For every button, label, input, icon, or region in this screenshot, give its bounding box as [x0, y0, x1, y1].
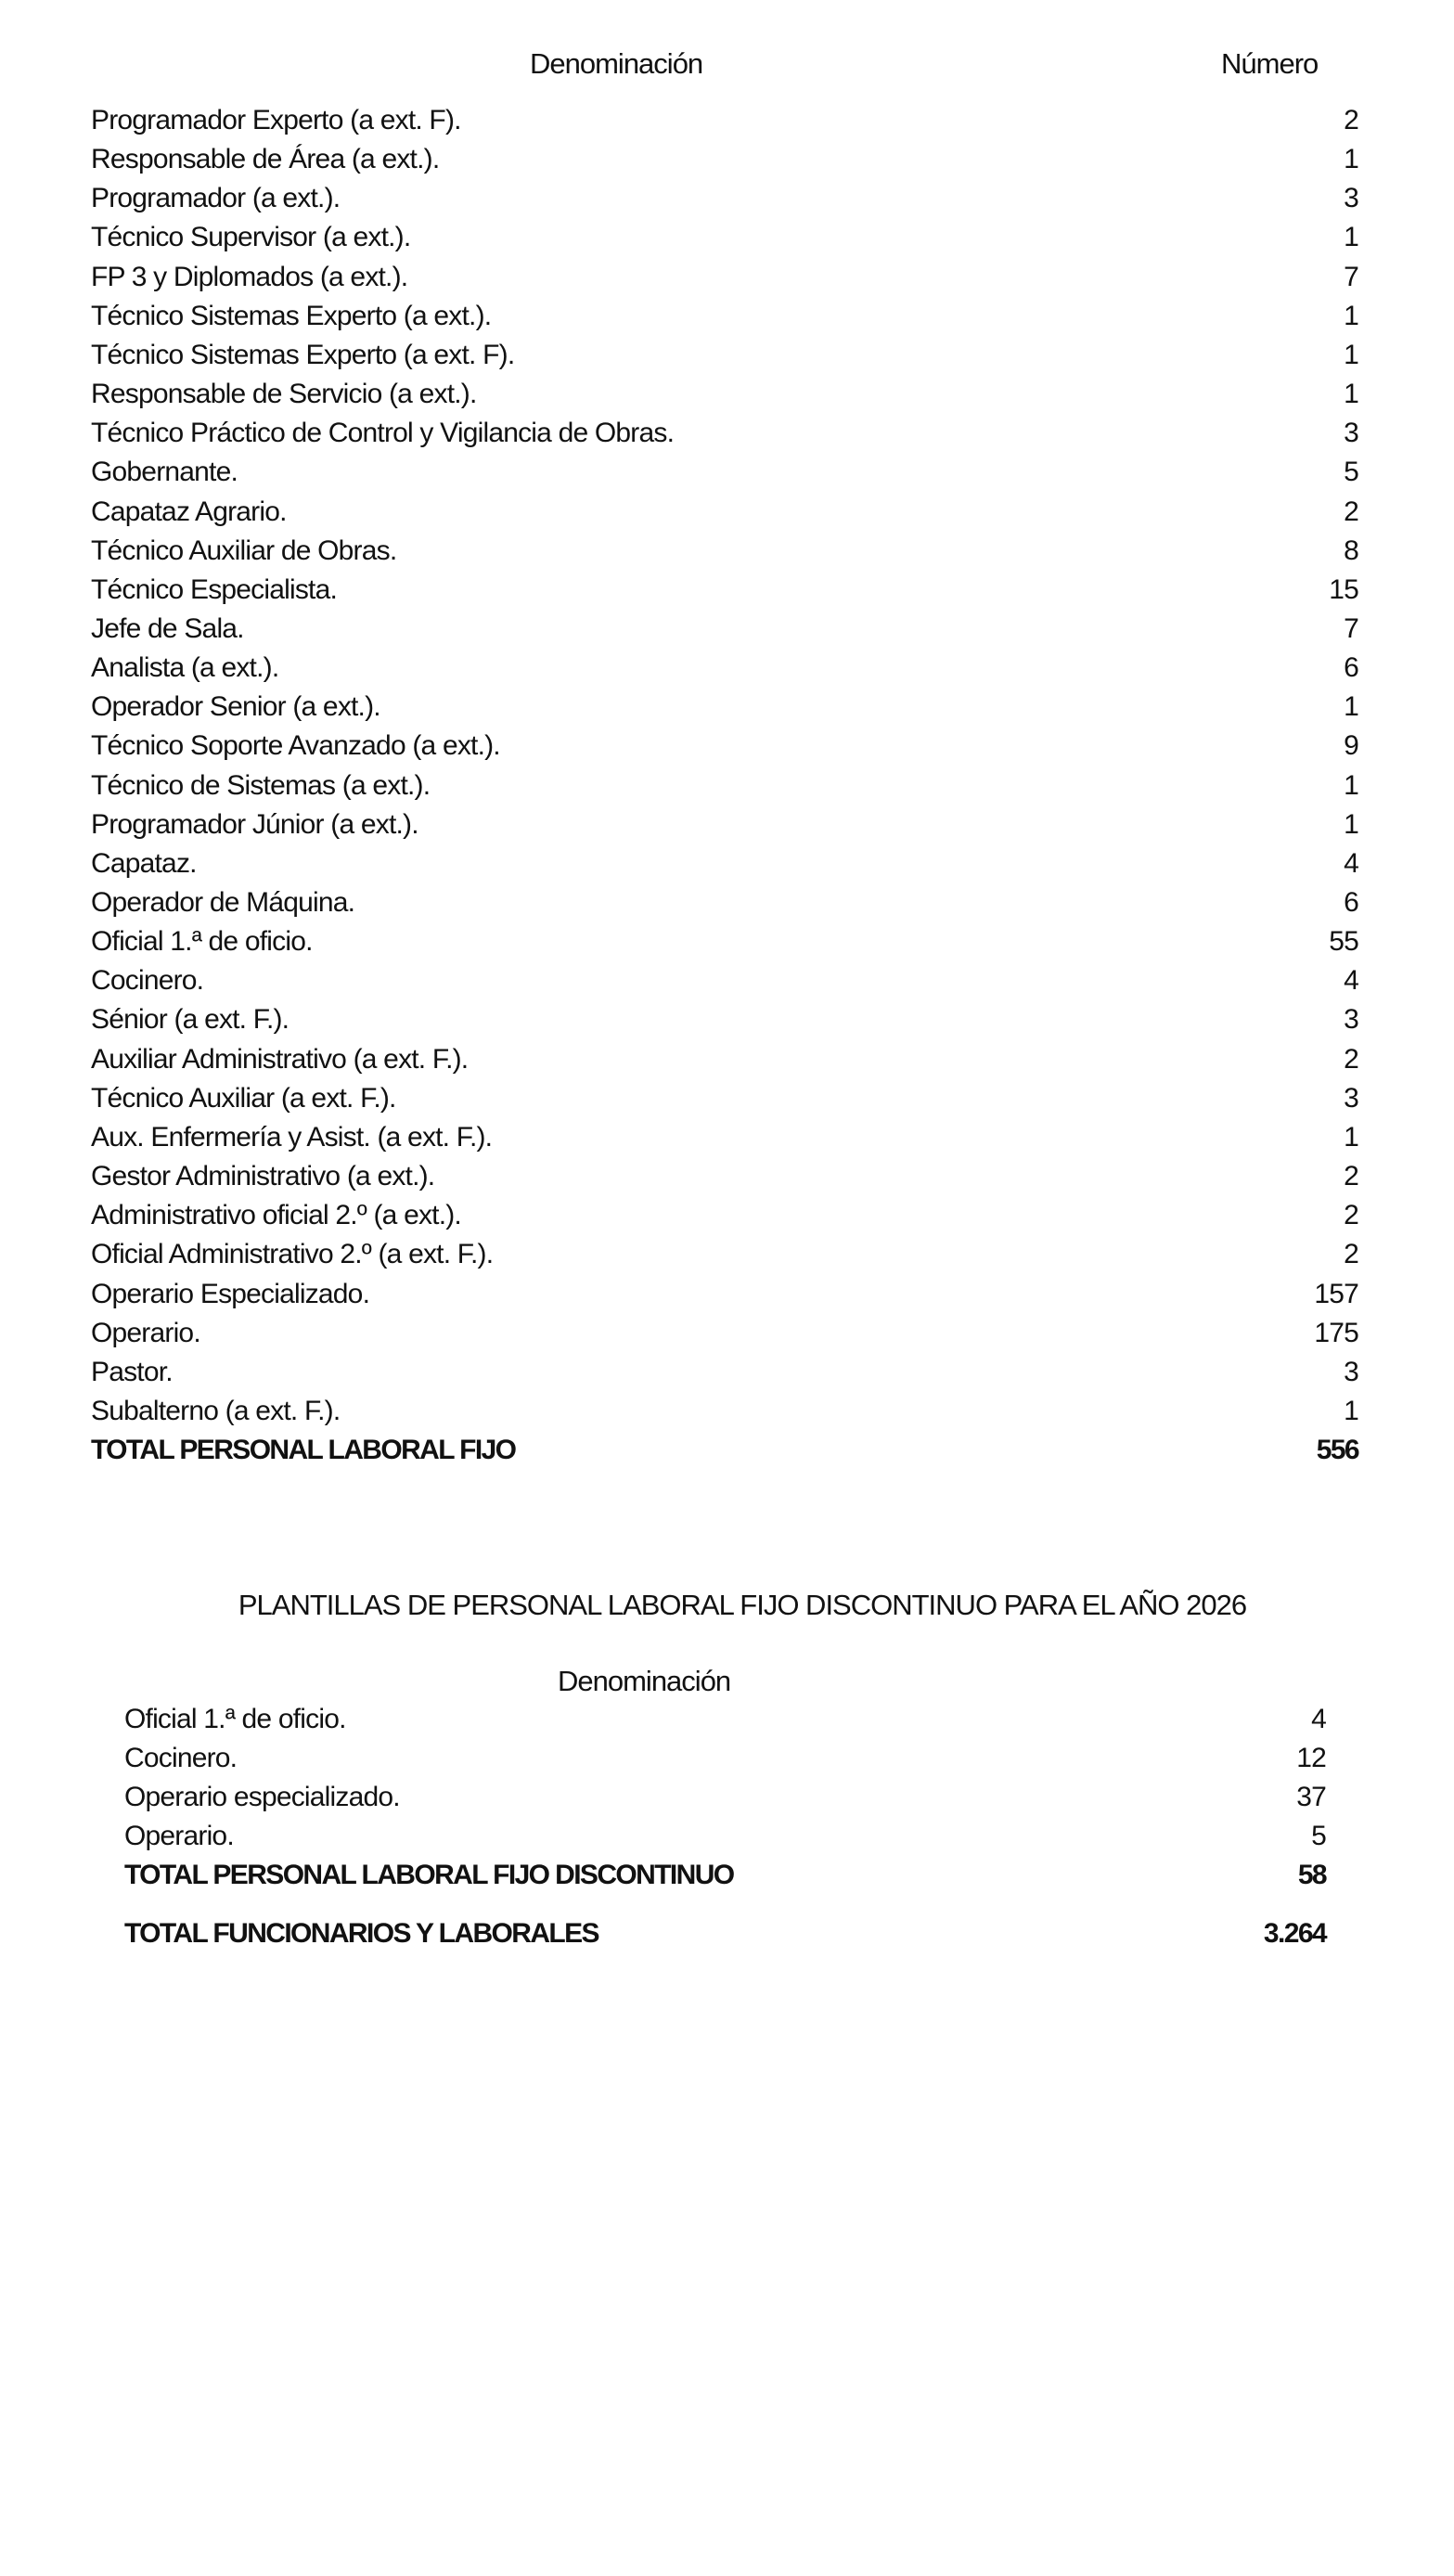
table-row: [91, 218, 1358, 257]
row-label: Sénior (a ext. F.).: [91, 1004, 290, 1036]
row-label: Responsable de Servicio (a ext.).: [91, 379, 477, 410]
total-label: TOTAL PERSONAL LABORAL FIJO: [91, 1435, 516, 1465]
table-row: [91, 258, 1358, 297]
table-row: [91, 297, 1358, 336]
table-row: [91, 766, 1358, 805]
row-label: Gobernante.: [91, 457, 238, 488]
row-label: Operador Senior (a ext.).: [91, 691, 380, 723]
column-header-denominacion: Denominación: [530, 47, 703, 80]
row-label: Cocinero.: [91, 965, 204, 997]
row-label: Operario.: [91, 1317, 200, 1348]
table-row: [91, 1196, 1358, 1235]
row-value: 1: [1344, 300, 1358, 331]
row-value: 8: [1344, 535, 1358, 566]
grand-total-value: 3.264: [1263, 1918, 1326, 1949]
row-value: 3: [1344, 418, 1358, 449]
row-value: 4: [1344, 847, 1358, 879]
row-label: Técnico Sistemas Experto (a ext. F).: [91, 339, 515, 370]
table-row: [91, 140, 1358, 179]
row-label: Auxiliar Administrativo (a ext. F.).: [91, 1043, 469, 1075]
row-label: Técnico Soporte Avanzado (a ext.).: [91, 730, 500, 762]
table-row: [91, 179, 1358, 218]
row-value: 6: [1344, 652, 1358, 684]
row-value: 4: [1344, 965, 1358, 997]
row-value: 1: [1344, 769, 1358, 801]
grand-total-row: [124, 1914, 1326, 1953]
table-row: [91, 414, 1358, 453]
row-value: 15: [1329, 573, 1358, 605]
table-row: [91, 805, 1358, 844]
row-value: 37: [1296, 1782, 1326, 1812]
column-header-numero: Número: [1221, 47, 1319, 80]
row-value: 1: [1344, 339, 1358, 370]
row-label: Operario especializado.: [124, 1782, 400, 1812]
row-value: 2: [1344, 1161, 1358, 1192]
table-row: [91, 649, 1358, 688]
table-row: [91, 101, 1358, 140]
row-label: Analista (a ext.).: [91, 652, 279, 684]
table-row: [124, 1700, 1326, 1739]
row-value: 5: [1311, 1821, 1326, 1851]
total-value: 556: [1316, 1435, 1358, 1465]
row-label: Capataz.: [91, 847, 197, 879]
row-value: 2: [1344, 1239, 1358, 1270]
row-label: Oficial Administrativo 2.º (a ext. F.).: [91, 1239, 494, 1270]
row-value: 1: [1344, 379, 1358, 410]
grand-total-label: TOTAL FUNCIONARIOS Y LABORALES: [124, 1918, 598, 1949]
row-label: Cocinero.: [124, 1743, 238, 1773]
row-value: 175: [1314, 1317, 1358, 1348]
row-value: 9: [1344, 730, 1358, 762]
row-value: 1: [1344, 1121, 1358, 1153]
row-value: 3: [1344, 1082, 1358, 1114]
row-value: 4: [1311, 1704, 1326, 1734]
row-label: Técnico de Sistemas (a ext.).: [91, 769, 431, 801]
row-label: Programador (a ext.).: [91, 183, 341, 214]
table-row: [91, 922, 1358, 961]
row-label: Técnico Auxiliar de Obras.: [91, 535, 397, 566]
table-row: [91, 1118, 1358, 1157]
row-label: Administrativo oficial 2.º (a ext.).: [91, 1200, 461, 1231]
table-row: [124, 1817, 1326, 1856]
row-value: 2: [1344, 1200, 1358, 1231]
row-label: Técnico Sistemas Experto (a ext.).: [91, 300, 492, 331]
row-label: FP 3 y Diplomados (a ext.).: [91, 261, 408, 292]
row-label: Capataz Agrario.: [91, 496, 287, 527]
row-value: 7: [1344, 261, 1358, 292]
section-title: PLANTILLAS DE PERSONAL LABORAL FIJO DISCONTINUO PARA EL AÑO 2026: [238, 1589, 1247, 1621]
row-label: Técnico Supervisor (a ext.).: [91, 222, 411, 253]
table-row: [124, 1778, 1326, 1817]
row-value: 3: [1344, 1004, 1358, 1036]
row-value: 55: [1329, 926, 1358, 958]
table-row: [91, 1392, 1358, 1431]
row-label: Operario.: [124, 1821, 234, 1851]
row-value: 7: [1344, 612, 1358, 644]
row-label: Subalterno (a ext. F.).: [91, 1395, 341, 1426]
row-value: 3: [1344, 183, 1358, 214]
row-value: 5: [1344, 457, 1358, 488]
row-label: Oficial 1.ª de oficio.: [124, 1704, 346, 1734]
row-label: Técnico Práctico de Control y Vigilancia de Obras.: [91, 418, 675, 449]
row-value: 12: [1296, 1743, 1326, 1773]
row-value: 1: [1344, 144, 1358, 175]
table-row: [91, 1079, 1358, 1118]
row-value: 6: [1344, 887, 1358, 918]
table-row: [124, 1739, 1326, 1778]
table-row: [91, 1235, 1358, 1274]
table-row: [91, 1275, 1358, 1314]
column-header-denominacion: Denominación: [558, 1665, 731, 1697]
table-row: [91, 375, 1358, 414]
row-value: 2: [1344, 105, 1358, 135]
row-label: Gestor Administrativo (a ext.).: [91, 1161, 435, 1192]
row-label: Aux. Enfermería y Asist. (a ext. F.).: [91, 1121, 493, 1153]
row-value: 1: [1344, 691, 1358, 723]
row-value: 1: [1344, 222, 1358, 253]
row-label: Jefe de Sala.: [91, 612, 244, 644]
table-row: [91, 336, 1358, 375]
row-label: Técnico Auxiliar (a ext. F.).: [91, 1082, 396, 1114]
table-row: [91, 1353, 1358, 1392]
table-row: [91, 1157, 1358, 1196]
table-row: [91, 688, 1358, 727]
table-row: [91, 727, 1358, 766]
row-label: Programador Experto (a ext. F).: [91, 105, 461, 135]
table-row: [91, 1040, 1358, 1079]
table-row: [91, 883, 1358, 922]
row-label: Pastor.: [91, 1356, 173, 1387]
table-row: [91, 493, 1358, 532]
row-value: 3: [1344, 1356, 1358, 1387]
row-label: Operador de Máquina.: [91, 887, 355, 918]
row-label: Operario Especializado.: [91, 1278, 370, 1309]
total-row-discontinuo: [124, 1856, 1326, 1895]
total-label: TOTAL PERSONAL LABORAL FIJO DISCONTINUO: [124, 1860, 734, 1890]
row-label: Oficial 1.ª de oficio.: [91, 926, 313, 958]
row-value: 157: [1314, 1278, 1358, 1309]
table-row: [91, 571, 1358, 610]
row-value: 2: [1344, 1043, 1358, 1075]
row-label: Responsable de Área (a ext.).: [91, 144, 440, 175]
row-value: 1: [1344, 1395, 1358, 1426]
table-row: [91, 1314, 1358, 1353]
table-row: [91, 844, 1358, 883]
total-row-fijo: [91, 1431, 1358, 1470]
table-row: [91, 532, 1358, 571]
table-row: [91, 961, 1358, 1000]
row-value: 2: [1344, 496, 1358, 527]
table-row: [91, 610, 1358, 649]
row-value: 1: [1344, 808, 1358, 840]
row-label: Programador Júnior (a ext.).: [91, 808, 418, 840]
total-value: 58: [1297, 1860, 1326, 1890]
row-label: Técnico Especialista.: [91, 573, 337, 605]
table-row: [91, 453, 1358, 492]
table-row: [91, 1000, 1358, 1039]
